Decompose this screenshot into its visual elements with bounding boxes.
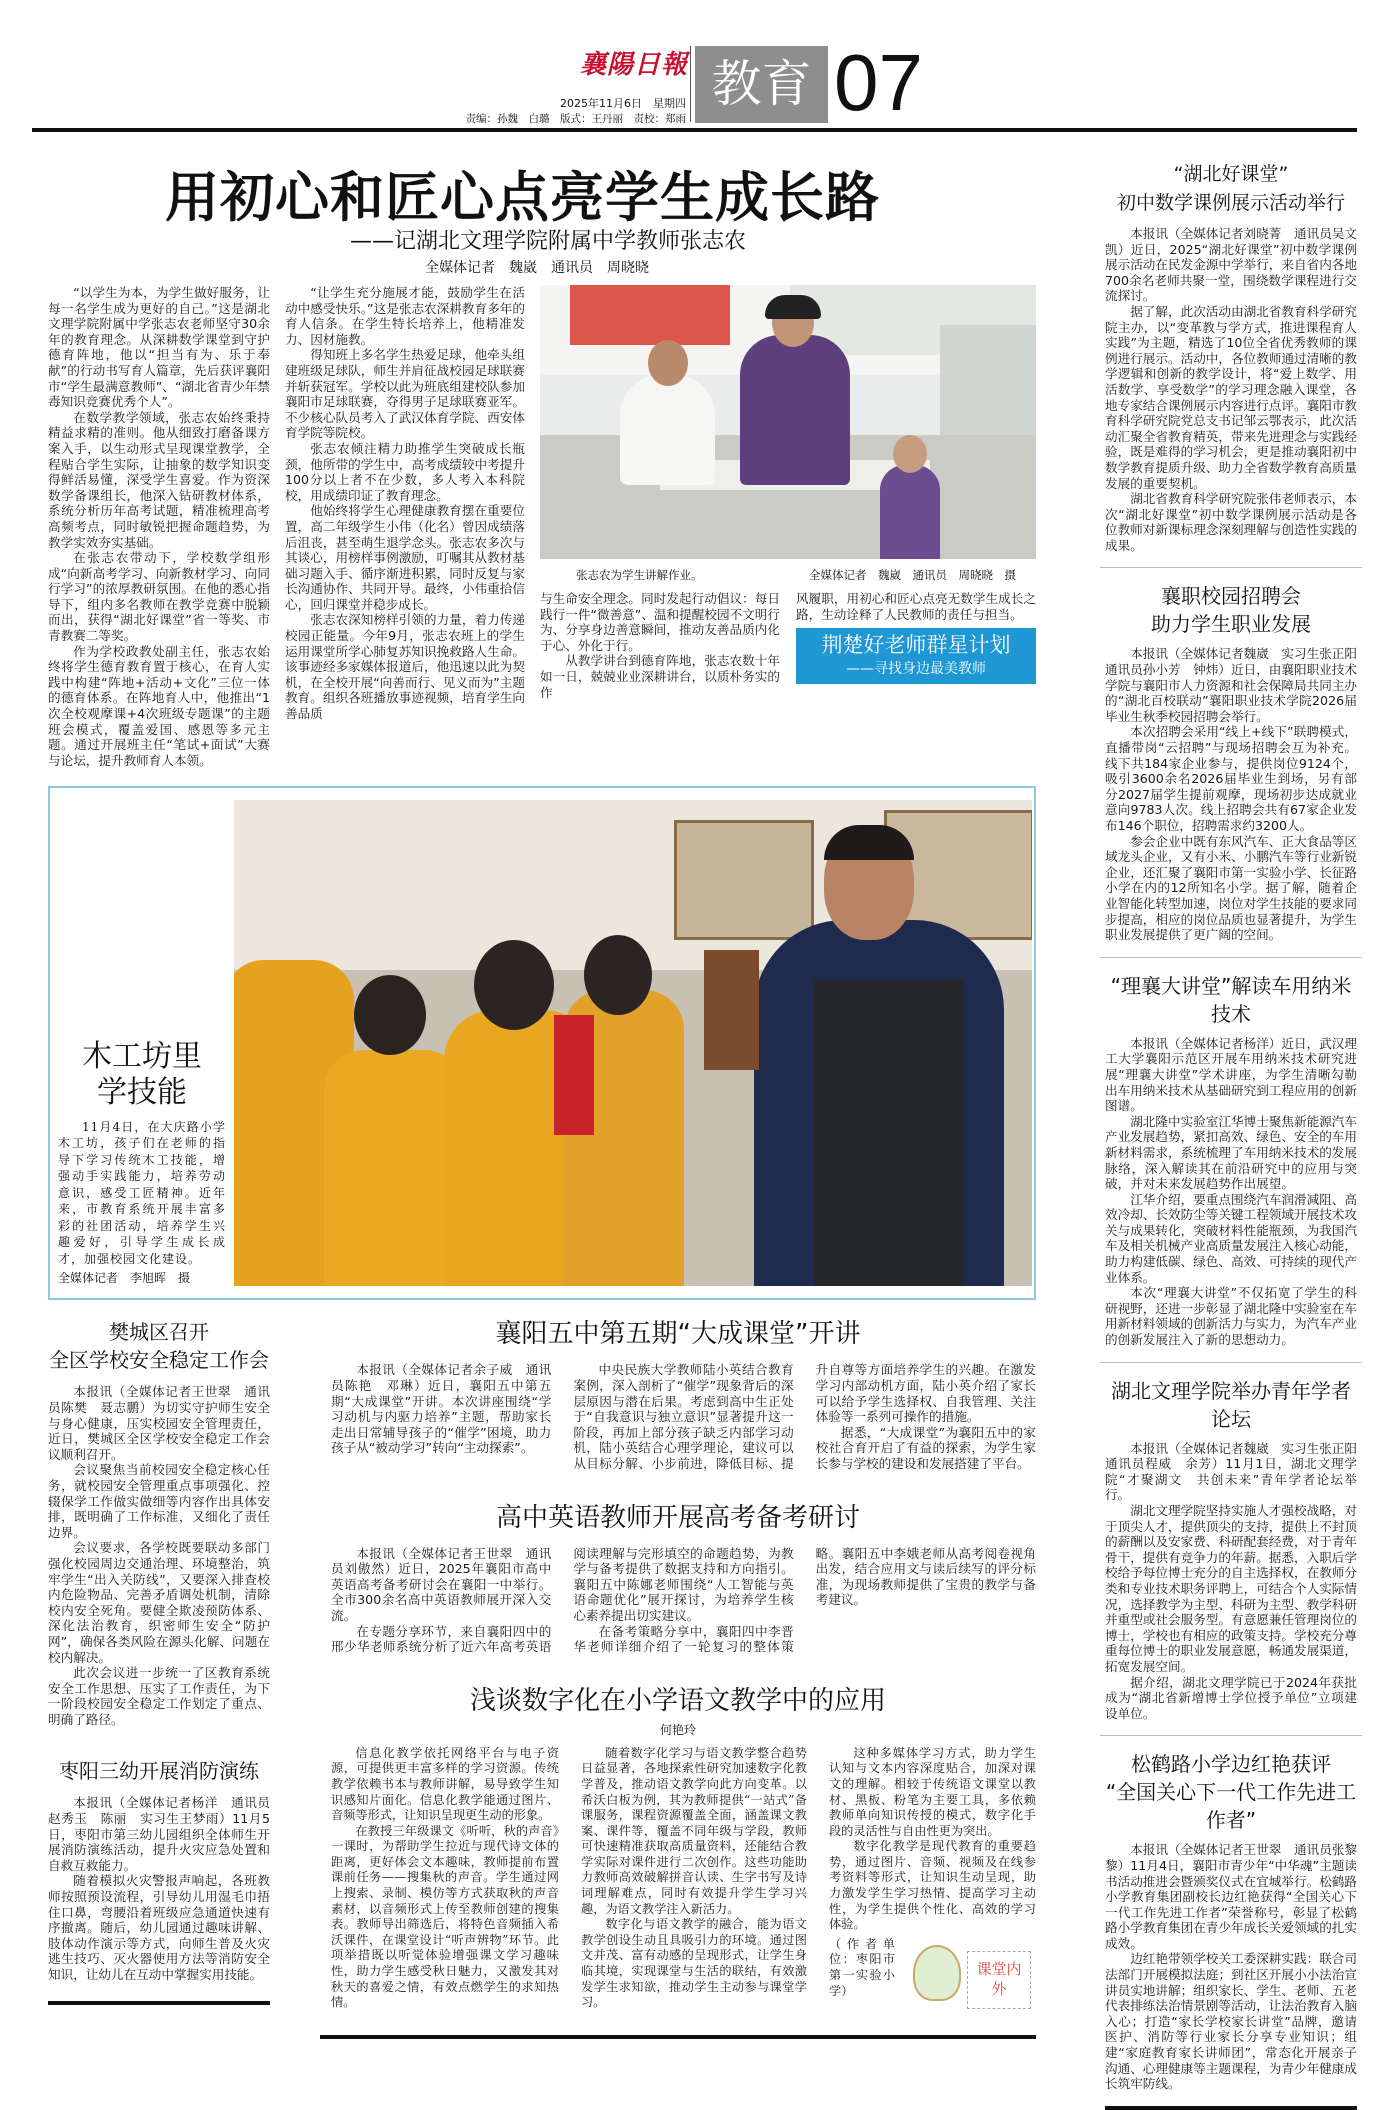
paragraph: 在数学教学领域，张志农始终秉持精益求精的准则。他从细致打磨备课方案入手，以生动形式呈现课堂教学，全程贴合学生实际，让抽象的数学知识变得鲜活易懂，深受学生喜爱。作为资深数学备课组长，他深入钻研教材体系，系统分析历年高考试题，精准梳理高考高频考点，同时敏锐把握命题趋势，为教学实效夯实基础。 xyxy=(48,409,270,550)
paragraph: 中央民族大学教师陆小英结合教育案例，深入剖析了“催学”现象背后的深层原因与潜在后果。考虑到高中生正处于“自我意识与独立意识”显著提升这一阶段，再加上部分孩子缺乏内部学习动机，陆小英结合心理学理论，建议可以从目标分解、小步前进，降低目标、提升自尊等方面培养学生的兴趣。在激发学习内部动机方面，陆小英介绍了家长可以给予学生选择权、自我管理、关注体验等一系列可操作的措施。 xyxy=(573,1362,1036,1471)
paragraph: 在专题分享环节，来自襄阳四中的邢少华老师系统分析了近六年高考英语阅读理解与完形填空的命题趋势，为教学与备考提供了数据支持和方向指引。襄阳五中陈娜老师围绕“人工智能与英语命题优化”展开探讨，为培养学生核心素养提出切实建议。 xyxy=(331,1545,794,1655)
headline-line-1: 樊城区召开 xyxy=(109,1320,209,1345)
lightbulb-icon xyxy=(913,1945,961,2001)
bottom-rule xyxy=(48,2001,270,2005)
headline-line-2: 初中数学课例展示活动举行 xyxy=(1116,192,1345,214)
woodshop-title xyxy=(58,1039,226,1111)
headline-line-2: 全区学校安全稳定工作会 xyxy=(49,1348,269,1373)
paragraph: “以学生为本，为学生做好服务，让每一名学生成为更好的自己。”这是湖北文理学院附属中学张志农老师坚守30余年的教育理念。从深耕数学课堂到守护德育阵地，他以“担当有为、乐于奉献”的行动书写育人篇章，先后获评襄阳市“学生最满意教师”、“湖北省青少年禁毒知识竞赛优秀个人”。 xyxy=(48,285,270,410)
newspaper-logo: 襄陽日報 xyxy=(580,50,689,80)
goodclass-headline xyxy=(1105,160,1357,218)
zaoyang-headline: 枣阳三幼开展消防演练 xyxy=(59,1759,259,1784)
paragraph: 本报讯（全媒体记者王世翠 通讯员陈樊 聂志鹏）为切实守护师生安全与身心健康，压实校园安全管理责任，近日，樊城区全区学校安全稳定工作会议顺利召开。 xyxy=(48,1384,270,1462)
divider xyxy=(690,46,691,122)
english-body xyxy=(320,1546,1036,1655)
jobfair-headline xyxy=(1105,582,1357,638)
badge-label: 课堂内外 xyxy=(976,1959,1022,1998)
digital-column-3-wrap xyxy=(829,1746,1036,2021)
paragraph: 在教授三年级课文《听听，秋的声音》一课时，为帮助学生拉近与现代诗文体的距离，更好体会文本趣味，教师提前布置课前任务——搜集秋的声音。学生通过网上搜索、录制、模仿等方式获取秋的声音素材，以音频形式上传至教师创建的搜集表。教师导出筛选后，将特色音频插入希沃课件，在课堂设计“听声辨物”环节。此项举措既以听觉体验增强课文学习趣味性，助力学生感受秋日魅力，又激发其对秋天的喜爱之情，有效点燃学生的求知热情。 xyxy=(331,1823,559,2010)
photo-credit: 全媒体记者 魏崴 通讯员 周晓晓 摄 xyxy=(809,568,1016,582)
right-column xyxy=(1105,160,1370,2110)
digital-author: 何艳玲 xyxy=(659,1722,696,1737)
fancheng-headline xyxy=(48,1318,270,1374)
paragraph: 随着数字化学习与语文教学整合趋势日益显著，各地探索性研究加速数字化教学普及，推动语文教学向此方向变革。以希沃白板为例，其为教师提供“一站式”备课服务，课程资源覆盖全面，涵盖课文教案、课件等，覆盖不同年级与学段，教师可快速精准获取高质量资料，还能结合教学实际对课件进行二次创作。这些功能助力教师高效破解拼音认读、生字书写及诗词理解难点，同时有效提升学生学习兴趣，为语文教学注入新活力。 xyxy=(581,1745,807,1916)
forum-headline: 湖北文理学院举办青年学者论坛 xyxy=(1111,1378,1351,1431)
paragraph: 本报讯（全媒体记者杨洋）近日，武汉理工大学襄阳示范区开展车用纳米技术研究进展“理襄大讲堂”学术讲座，为学生清晰勾勒出车用纳米技术从基础研究到工程应用的创新图谱。 xyxy=(1105,1035,1357,1114)
lead-subtitle: ——记湖北文理学院附属中学教师张志农 xyxy=(350,229,747,254)
page-number: 07 xyxy=(834,38,923,127)
digital-body xyxy=(320,1746,1036,2021)
headline-line-2: “全国关心下一代工作先进工作者” xyxy=(1105,1780,1357,1833)
forum-body xyxy=(1105,1440,1370,1722)
paragraph: 边红艳带领学校关工委深耕实践：联合司法部门开展模拟法庭；到社区开展小小法治宣讲员实地讲解；组织家长、学生、老师、五老代表排练法治情景剧等活动，让法治教育入脑入心；打造“家长学校家长讲堂”品牌，邀请医护、消防等行业家长分享专业知识；组建“家庭教育家长讲师团”，常态化开展亲子沟通、心理健康等主题课程，为青少年健康成长筑牢防线。 xyxy=(1105,1951,1357,2092)
lead-column-2 xyxy=(285,285,525,722)
paragraph: 数字化教学是现代教育的重要趋势，通过图片、音频、视频及在线参考资料等形式，让知识生动呈现，助力激发学生学习热情、提高学习主动性，为学生提供个性化、高效的学习体验。 xyxy=(829,1839,1036,1932)
paragraph: 本报讯（全媒体记者刘晓菁 通讯员吴文凯）近日，2025“湖北好课堂”初中数学课例展示活动在民发金源中学举行，来自省内各地700余名老师共聚一堂，围绕数学课程进行交流探讨。 xyxy=(1105,226,1357,304)
lead-column-4 xyxy=(796,591,1036,622)
woodshop-caption: 11月4日，在大庆路小学木工坊，孩子们在老师的指导下学习传统木工技能，增强动手实践能力，培养劳动意识，感受工匠精神。近年来，市教育系统开展丰富多彩的社团活动，培养学生兴趣爱好，引导学生成长成才，加强校园文化建设。 xyxy=(58,1119,226,1266)
paragraph: 数字化与语文教学的融合，能为语文教学创设生动且具吸引力的环境。通过图文并茂、富有动感的呈现形式，让学生身临其境，实现课堂与生活的联结，有效激发学生求知欲，推动学生主动参与课堂学习。 xyxy=(581,1917,807,2010)
paragraph: 从教学讲台到德育阵地，张志农数十年如一日，兢兢业业深耕讲台，以质朴务实的作 xyxy=(540,653,780,700)
photo-caption: 张志农为学生讲解作业。 xyxy=(576,568,703,582)
wuzhong-body xyxy=(320,1362,1036,1471)
digital-headline: 浅谈数字化在小学语文教学中的应用 xyxy=(469,1685,886,1716)
paragraph: 本报讯（全媒体记者魏崴 实习生张正阳 通讯员孙小芳 钟炜）近日，由襄阳职业技术学院与襄阳市人力资源和社会保障局共同主办的“湖北百校联动”襄阳职业技术学院2026届毕业生秋季校园招聘会举行。 xyxy=(1105,646,1370,724)
english-headline: 高中英语教师开展高考备考研讨 xyxy=(495,1502,860,1533)
paragraph: 张志农倾注精力助推学生突破成长瓶颈，他所带的学生中，高考成绩较中考提升100分以上者不在少数，多人考入本科院校，用成绩印证了教育理念。 xyxy=(285,440,525,503)
jobfair-body xyxy=(1105,646,1370,943)
paragraph: 风履职，用初心和匠心点亮无数学生成长之路，生动诠释了人民教师的责任与担当。 xyxy=(796,591,1036,622)
paragraph: 在备考策略分享中，襄阳四中李晋华老师详细介绍了一轮复习的整体策略。襄阳五中李娥老师从高考阅卷视角出发，结合应用文与读后续写的评分标准，为现场教师提供了宝贵的教学与备考建议。 xyxy=(573,1545,1036,1655)
paragraph: 本报讯（全媒体记者王世翠 通讯员刘傲然）近日，2025年襄阳市高中英语高考备考研讨会在襄阳一中举行。全市300余名高中英语教师展开深入交流。 xyxy=(331,1545,552,1623)
lead-column-3 xyxy=(540,591,780,700)
paragraph: 江华介绍，要重点围绕汽车润滑减阻、高效冷却、长效防尘等关键工程领域开展技术攻关与成果转化，突破材料性能瓶颈，为我国汽车及相关机械产业高质量发展注入核心动能，助力构建低碳、绿色、高效、可持续的现代产业体系。 xyxy=(1105,1191,1357,1285)
photo-caption-row xyxy=(540,559,1036,591)
classroom-badge xyxy=(905,1937,1035,2021)
zaoyang-body xyxy=(48,1795,270,1982)
paragraph: 本次“理襄大讲堂”不仅拓宽了学生的科研视野，还进一步彰显了湖北隆中实验室在车用新材料领域的创新活力与实力，为汽车产业的创新发展注入了新的思想动力。 xyxy=(1105,1285,1357,1348)
paragraph: 张志农深知榜样引领的力量，着力传递校园正能量。今年9月，张志农班上的学生运用课堂所学心肺复苏知识挽救路人生命。该事迹经多家媒体报道后，他迅速以此为契机，在全校开展“向善而行、见义而为”主题教育。组织各班播放事迹视频，培育学生向善品质 xyxy=(285,612,525,722)
paragraph: 据了解，此次活动由湖北省教育科学研究院主办，以“变革教与学方式，推进课程育人实践”为主题，精选了10位全省优秀教师的课例进行展示。活动中，各位教师通过清晰的教学逻辑和创新的教学设计，将“爱上数学、用活数学、享受数学”的学习理念融入课堂，各地专家结合课例展示内容进行点评。襄阳市教育科学研究院党总支书记邹云鄂表示，此次活动汇聚全省教育精英，带来先进理念与实践经验，既是难得的学习机会，更是推动襄阳初中数学教育提质升级、助力全省数学教育高质量发展的重要契机。 xyxy=(1105,303,1357,491)
goodclass-body xyxy=(1105,226,1357,553)
promo-subtitle: ——寻找身边最美教师 xyxy=(846,661,986,678)
editor-credits: 责编：孙魏 白璐 版式：王丹丽 责校：郑雨 xyxy=(465,113,686,125)
woodshop-caption-block xyxy=(58,800,226,1286)
paragraph: 本报讯（全媒体记者魏崴 实习生张正阳 通讯员程威 余芳）11月1日，湖北文理学院“才聚湖文 共创未来”青年学者论坛举行。 xyxy=(1105,1440,1370,1503)
lead-byline: 全媒体记者 魏崴 通讯员 周晓晓 xyxy=(425,260,649,276)
lead-right xyxy=(540,285,1036,700)
lower-right-column xyxy=(320,1318,1036,2038)
paragraph: 湖北省教育科学研究院张伟老师表示，本次“湖北好课堂”初中数学课例展示活动是各位教师对新课标理念深刻理解与创造性实践的成果。 xyxy=(1105,491,1357,553)
paragraph: 他始终将学生心理健康教育摆在重要位置，高二年级学生小伟（化名）曾因成绩落后沮丧，甚至萌生退学念头。张志农多次与其谈心，用榜样事例激励，叮嘱其从教材基础习题入手、循序渐进积累，同时反复与家长沟通协作、共同开导。最终，小伟重拾信心，回归课堂并稳步成长。 xyxy=(285,503,525,612)
photo-frame xyxy=(48,786,1036,1300)
digital-column-3 xyxy=(829,1746,1036,1933)
paragraph: 作为学校政教处副主任，张志农始终将学生德育教育置于核心，在育人实践中构建“阵地+活动+文化”三位一体的德育体系。在阵地育人中，他推出“1次全校观摩课+4次班级专题课”的主题班会模式，覆盖爱国、感恩等多元主题。通过开展班主任“笔试+面试”大赛与论坛，提升教师育人本领。 xyxy=(48,643,270,768)
author-unit: （作者单位：枣阳市第一实验小学） xyxy=(829,1936,895,1998)
paragraph: 得知班上多名学生热爱足球，他牵头组建班级足球队，师生并肩征战校园足球联赛并斩获冠军。学校以此为班底组建校队参加襄阳市足球联赛，夺得男子足球联赛亚军。不少核心队员考入了武汉体育学院、西安体育学院等院校。 xyxy=(285,347,525,441)
songhe-body xyxy=(1105,1842,1357,2092)
paragraph: 湖北文理学院坚持实施人才强校战略，对于顶尖人才，提供顶尖的支持，提供上不封顶的薪酬以及安家费、科研配套经费，对于青年骨干，提供有竞争力的年薪。据悉，入职后学校给予每位博士充分的自主选择权，在教师分类和专业技术职务评聘上，可结合个人实际情况，选择教学为主型、科研为主型、教学科研并重型或社会服务型。有意愿兼任管理岗位的博士，学校也有相应的政策支持。学校充分尊重每位博士的职业发展意愿，畅通发展渠道，拓宽发展空间。 xyxy=(1105,1503,1357,1674)
bottom-rule xyxy=(1105,2106,1357,2110)
section-label: 教育 xyxy=(695,46,828,123)
woodshop-photo xyxy=(234,800,1032,1286)
lead-continuation xyxy=(540,591,1036,700)
paragraph: 据悉，“大成课堂”为襄阳五中的家校社合育开启了有益的探索，为学生家长参与学校的建设和发展搭建了平台。 xyxy=(815,1424,1036,1471)
paragraph: 本报讯（全媒体记者杨洋 通讯员赵秀玉 陈丽 实习生王梦雨）11月5日，枣阳市第三幼儿园组织全体师生开展消防演练活动，提升火灾应急处置和自救互救能力。 xyxy=(48,1795,270,1873)
songhe-headline xyxy=(1105,1750,1357,1834)
woodshop-title-line-2: 学技能 xyxy=(97,1074,187,1110)
woodshop-credit: 全媒体记者 李旭晖 摄 xyxy=(58,1271,191,1286)
main-content xyxy=(48,285,1036,2039)
lead-column-4-wrap xyxy=(796,591,1036,684)
paragraph: 湖北隆中实验室江华博士聚焦新能源汽车产业发展趋势，紧扣高效、绿色、安全的车用新材料需求，系统梳理了车用纳米技术的发展脉络，深入解读其在前沿研究中的应用与突破，并对未来发展趋势作出展望。 xyxy=(1105,1113,1357,1192)
top-rule xyxy=(32,128,1357,132)
paragraph: 会议要求，各学校既要联动多部门强化校园周边交通治理、环境整治，筑牢学生“出入关防线”，又要深入排查校内危险物品、完善矛盾调处机制，清除校内安全死角。要健全欺凌预防体系、深化法治教育，织密师生安全“防护网”，确保各类风险在源头化解、问题在校内解决。 xyxy=(48,1540,270,1665)
headline-line-1: 襄职校园招聘会 xyxy=(1161,584,1301,609)
divider xyxy=(1100,957,1362,958)
divider xyxy=(1100,1735,1362,1736)
paragraph: 与生命安全理念。同时发起行动倡议：每日践行一件“微善意”、温和提醒校园不文明行为、分享身边善意瞬间，推动友善品质内化于心、外化于行。 xyxy=(540,591,780,653)
lead-column-1 xyxy=(48,285,270,768)
headline-line-1: 松鹤路小学边红艳获评 xyxy=(1131,1752,1331,1777)
headline-line-2: 助力学生职业发展 xyxy=(1151,612,1311,637)
paragraph: 本报讯（全媒体记者王世翠 通讯员张黎黎）11月4日，襄阳市青少年“中华魂”主题读书活动推进会暨颁奖仪式在宜城举行。松鹤路小学教育集团副校长边红艳获得“全国关心下一代工作先进工作者”荣誉称号，彰显了松鹤路小学教育集团在青少年成长关爱领域的扎实成效。 xyxy=(1105,1842,1357,1951)
divider xyxy=(1100,567,1362,568)
paragraph: 信息化教学依托网络平台与电子资源，可提供更丰富多样的学习资源。传统教学依赖书本与教师讲解，易导致学生知识感知片面化。信息化教学能通过图片、音频等形式，让知识呈现更生动的形象。 xyxy=(331,1745,559,1823)
issue-date: 2025年11月6日 星期四 xyxy=(560,97,686,110)
promo-banner xyxy=(796,628,1036,684)
paragraph: 此次会议进一步统一了区教育系统安全工作思想、压实了工作责任，为下一阶段校园安全稳定工作划定了重点、明确了路径。 xyxy=(48,1665,270,1727)
headline-line-1: “湖北好课堂” xyxy=(1173,163,1289,185)
paragraph: 本报讯（全媒体记者余子威 通讯员陈艳 邓琳）近日，襄阳五中第五期“大成课堂”开讲。本次讲座围绕“学习动机与内驱力培养”主题，帮助家长走出日常辅导孩子的“催学”困境，助力孩子从“被动学习”转向“主动探索”。 xyxy=(331,1362,552,1456)
woodshop-title-line-1: 木工坊里 xyxy=(82,1038,202,1074)
lower-section xyxy=(48,1318,1036,2038)
nano-headline: “理襄大讲堂”解读车用纳米技术 xyxy=(1110,973,1352,1026)
teacher-classroom-photo xyxy=(540,285,1036,559)
paragraph: 会议聚焦当前校园安全稳定核心任务，就校园安全管理重点事项强化、控辍保学工作做实做细等内容作出具体安排，既明确了工作标准，又细化了责任边界。 xyxy=(48,1462,270,1540)
promo-title: 荆楚好老师群星计划 xyxy=(821,633,1011,658)
paragraph: 参会企业中既有东风汽车、正大食品等区域龙头企业，又有小米、小鹏汽车等行业新锐企业，还汇聚了襄阳市第一实验小学、长征路小学在内的12所知名小学。据了解，随着企业智能化转型加速，岗位对学生技能的要求同步提高，相应的岗位品质也显著提升，为学生职业发展提供了更广阔的空间。 xyxy=(1105,833,1357,943)
paragraph: 随着模拟火灾警报声响起，各班教师按照预设流程，引导幼儿用湿毛巾捂住口鼻，弯腰沿着班级应急通道快速有序撤离。随后，幼儿园通过趣味讲解、肢体动作演示等方式，向师生普及火灾逃生技巧、灭火器使用方法等消防安全知识，让幼儿在互动中掌握实用技能。 xyxy=(48,1873,270,1982)
wuzhong-headline: 襄阳五中第五期“大成课堂”开讲 xyxy=(495,1319,861,1350)
lead-body xyxy=(48,285,1036,768)
lead-headline: 用初心和匠心点亮学生成长路 xyxy=(165,166,880,229)
nano-body xyxy=(1105,1036,1357,1348)
fancheng-body xyxy=(48,1384,270,1727)
paragraph: 据介绍，湖北文理学院已于2024年获批成为“湖北省新增博士学位授予单位”立项建设单位。 xyxy=(1105,1674,1357,1721)
paragraph: 这种多媒体学习方式，助力学生认知与文本内容深度贴合，加深对课文的理解。相较于传统语文课堂以教材、黑板、粉笔为主要工具，多依赖教师单向知识传授的模式，数字化手段的灵活性与自由性更为突出。 xyxy=(829,1745,1036,1838)
digital-footer xyxy=(829,1937,1036,2021)
digital-column-1 xyxy=(331,1746,559,2011)
divider xyxy=(1100,1362,1362,1363)
lower-left-column xyxy=(48,1318,270,2004)
bottom-rule xyxy=(320,2035,1036,2039)
paragraph: 本次招聘会采用“线上+线下”联聘模式，直播带岗“云招聘”与现场招聘会互为补充。线下共184家企业参与，提供岗位9124个，吸引3600余名2026届毕业生到场，另有部分2027届学生提前观摩，现场初步达成就业意向9783人次。线上招聘会共有67家企业发布146个职位，招聘需求约3200人。 xyxy=(1105,724,1357,833)
paragraph: “让学生充分施展才能，鼓励学生在活动中感受快乐。”这是张志农深耕教育多年的育人信条。在学生特长培养上，他精准发力、因材施教。 xyxy=(285,285,525,347)
digital-column-2 xyxy=(581,1746,807,2011)
paragraph: 在张志农带动下，学校数学组形成“向新高考学习、向新教材学习、向同行学习”的浓厚教研氛围。在他的悉心指导下，组内多名教师在教学竞赛中脱颖而出，获得“湖北好课堂”省一等奖、市青教赛二等奖。 xyxy=(48,550,270,644)
